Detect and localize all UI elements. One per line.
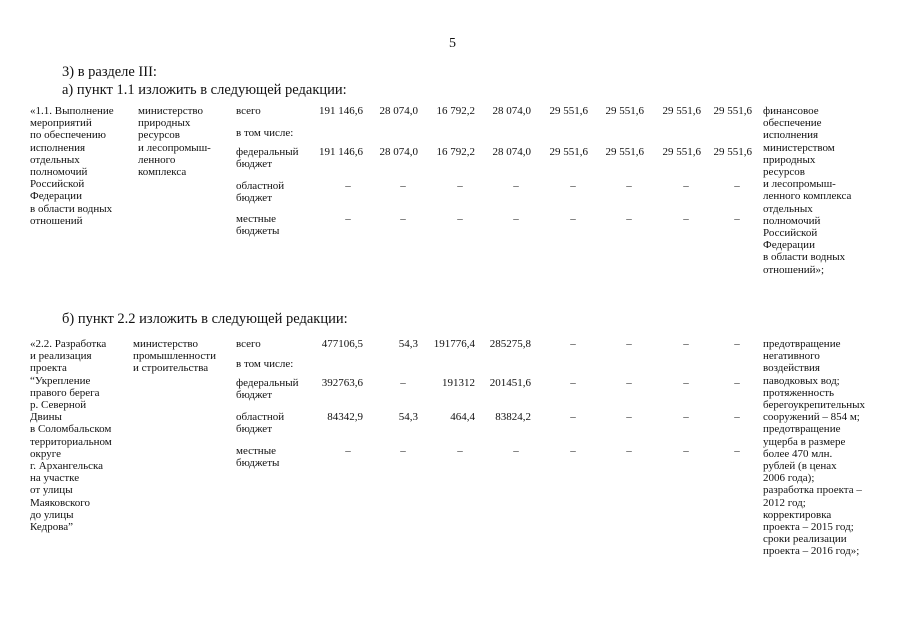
value-cell: – (570, 411, 576, 423)
source-label-federal: федеральный бюджет (236, 377, 299, 402)
value-cell: – (734, 213, 740, 225)
value-cell: 29 551,6 (605, 146, 644, 158)
value-cell: 28 074,0 (379, 146, 418, 158)
item-2-2-executor: министерство промышленности и строительства (133, 338, 216, 375)
source-label-total: всего (236, 338, 261, 350)
source-label-including: в том числе: (236, 358, 294, 370)
value-cell: – (400, 377, 406, 389)
value-cell: – (683, 338, 689, 350)
value-cell: 201451,6 (489, 377, 531, 389)
value-cell: 28 074,0 (492, 105, 531, 117)
value-cell: – (734, 445, 740, 457)
value-cell: 29 551,6 (549, 105, 588, 117)
item-1-1-name: «1.1. Выполнение мероприятий по обеспечению исполнения отдельных полномочий Российской Федерации в области водных отношений (30, 105, 114, 227)
value-cell: 54,3 (398, 411, 418, 423)
source-label-including: в том числе: (236, 127, 294, 139)
value-cell: 191 146,6 (319, 105, 363, 117)
value-cell: – (683, 377, 689, 389)
value-cell: – (400, 180, 406, 192)
value-cell: – (457, 445, 463, 457)
value-cell: 191776,4 (433, 338, 475, 350)
value-cell: 464,4 (450, 411, 475, 423)
value-cell: – (683, 445, 689, 457)
value-cell: 29 551,6 (713, 146, 752, 158)
section-b-heading: б) пункт 2.2 изложить в следующей редакции: (62, 311, 348, 327)
value-cell: – (513, 213, 519, 225)
value-cell: 285275,8 (489, 338, 531, 350)
value-cell: – (400, 213, 406, 225)
value-cell: – (570, 445, 576, 457)
section-a-heading: а) пункт 1.1 изложить в следующей редакции: (62, 82, 347, 98)
page-number: 5 (449, 36, 456, 51)
item-1-1-executor: министерство природных ресурсов и лесопромыш- ленного комплекса (138, 105, 211, 179)
value-cell: 477106,5 (321, 338, 363, 350)
value-cell: – (400, 445, 406, 457)
value-cell: 29 551,6 (662, 105, 701, 117)
source-label-local: местные бюджеты (236, 445, 280, 470)
value-cell: 392763,6 (321, 377, 363, 389)
value-cell: – (626, 213, 632, 225)
value-cell: – (513, 445, 519, 457)
value-cell: – (683, 213, 689, 225)
value-cell: – (626, 445, 632, 457)
value-cell: 54,3 (398, 338, 418, 350)
source-label-local: местные бюджеты (236, 213, 280, 238)
value-cell: – (626, 180, 632, 192)
source-label-regional: областной бюджет (236, 180, 285, 205)
item-2-2-name: «2.2. Разработка и реализация проекта “Укрепление правого берега р. Северной Двины в Соломбальском территориальном округе г. Архангельска на участке от улицы Маяковского до улицы Кедрова” (30, 338, 112, 534)
value-cell: 191 146,6 (319, 146, 363, 158)
item-2-2-result: предотвращение негативного воздействия паводковых вод; протяженность берегоукрепительных сооружений – 854 м; предотвращение ущерба в размере более 470 млн. рублей (в ценах 2006 года); разработка проекта – 2012 год; корректировка проекта – 2015 год; сроки реализации проекта – 2016 год»; (763, 338, 866, 558)
value-cell: – (683, 180, 689, 192)
value-cell: 29 551,6 (605, 105, 644, 117)
value-cell: – (345, 180, 351, 192)
value-cell: – (457, 213, 463, 225)
source-label-regional: областной бюджет (236, 411, 285, 436)
value-cell: 28 074,0 (492, 146, 531, 158)
value-cell: 83824,2 (495, 411, 531, 423)
section-intro: 3) в разделе III: (62, 64, 157, 80)
value-cell: – (570, 377, 576, 389)
value-cell: – (734, 377, 740, 389)
value-cell: – (457, 180, 463, 192)
value-cell: – (626, 411, 632, 423)
item-1-1-result: финансовое обеспечение исполнения министерством природных ресурсов и лесопромыш- ленного комплекса отдельных полномочий Российской Федерации в области водных отношений»; (763, 105, 852, 276)
value-cell: – (626, 377, 632, 389)
value-cell: – (570, 180, 576, 192)
value-cell: – (734, 180, 740, 192)
value-cell: – (683, 411, 689, 423)
value-cell: 16 792,2 (436, 146, 475, 158)
source-label-total: всего (236, 105, 261, 117)
value-cell: 29 551,6 (662, 146, 701, 158)
value-cell: – (626, 338, 632, 350)
value-cell: – (345, 213, 351, 225)
source-label-federal: федеральный бюджет (236, 146, 299, 171)
value-cell: 191312 (442, 377, 475, 389)
value-cell: 84342,9 (327, 411, 363, 423)
value-cell: – (345, 445, 351, 457)
value-cell: 29 551,6 (713, 105, 752, 117)
value-cell: – (513, 180, 519, 192)
value-cell: – (570, 338, 576, 350)
value-cell: – (734, 411, 740, 423)
value-cell: – (734, 338, 740, 350)
value-cell: 28 074,0 (379, 105, 418, 117)
value-cell: 16 792,2 (436, 105, 475, 117)
value-cell: – (570, 213, 576, 225)
value-cell: 29 551,6 (549, 146, 588, 158)
